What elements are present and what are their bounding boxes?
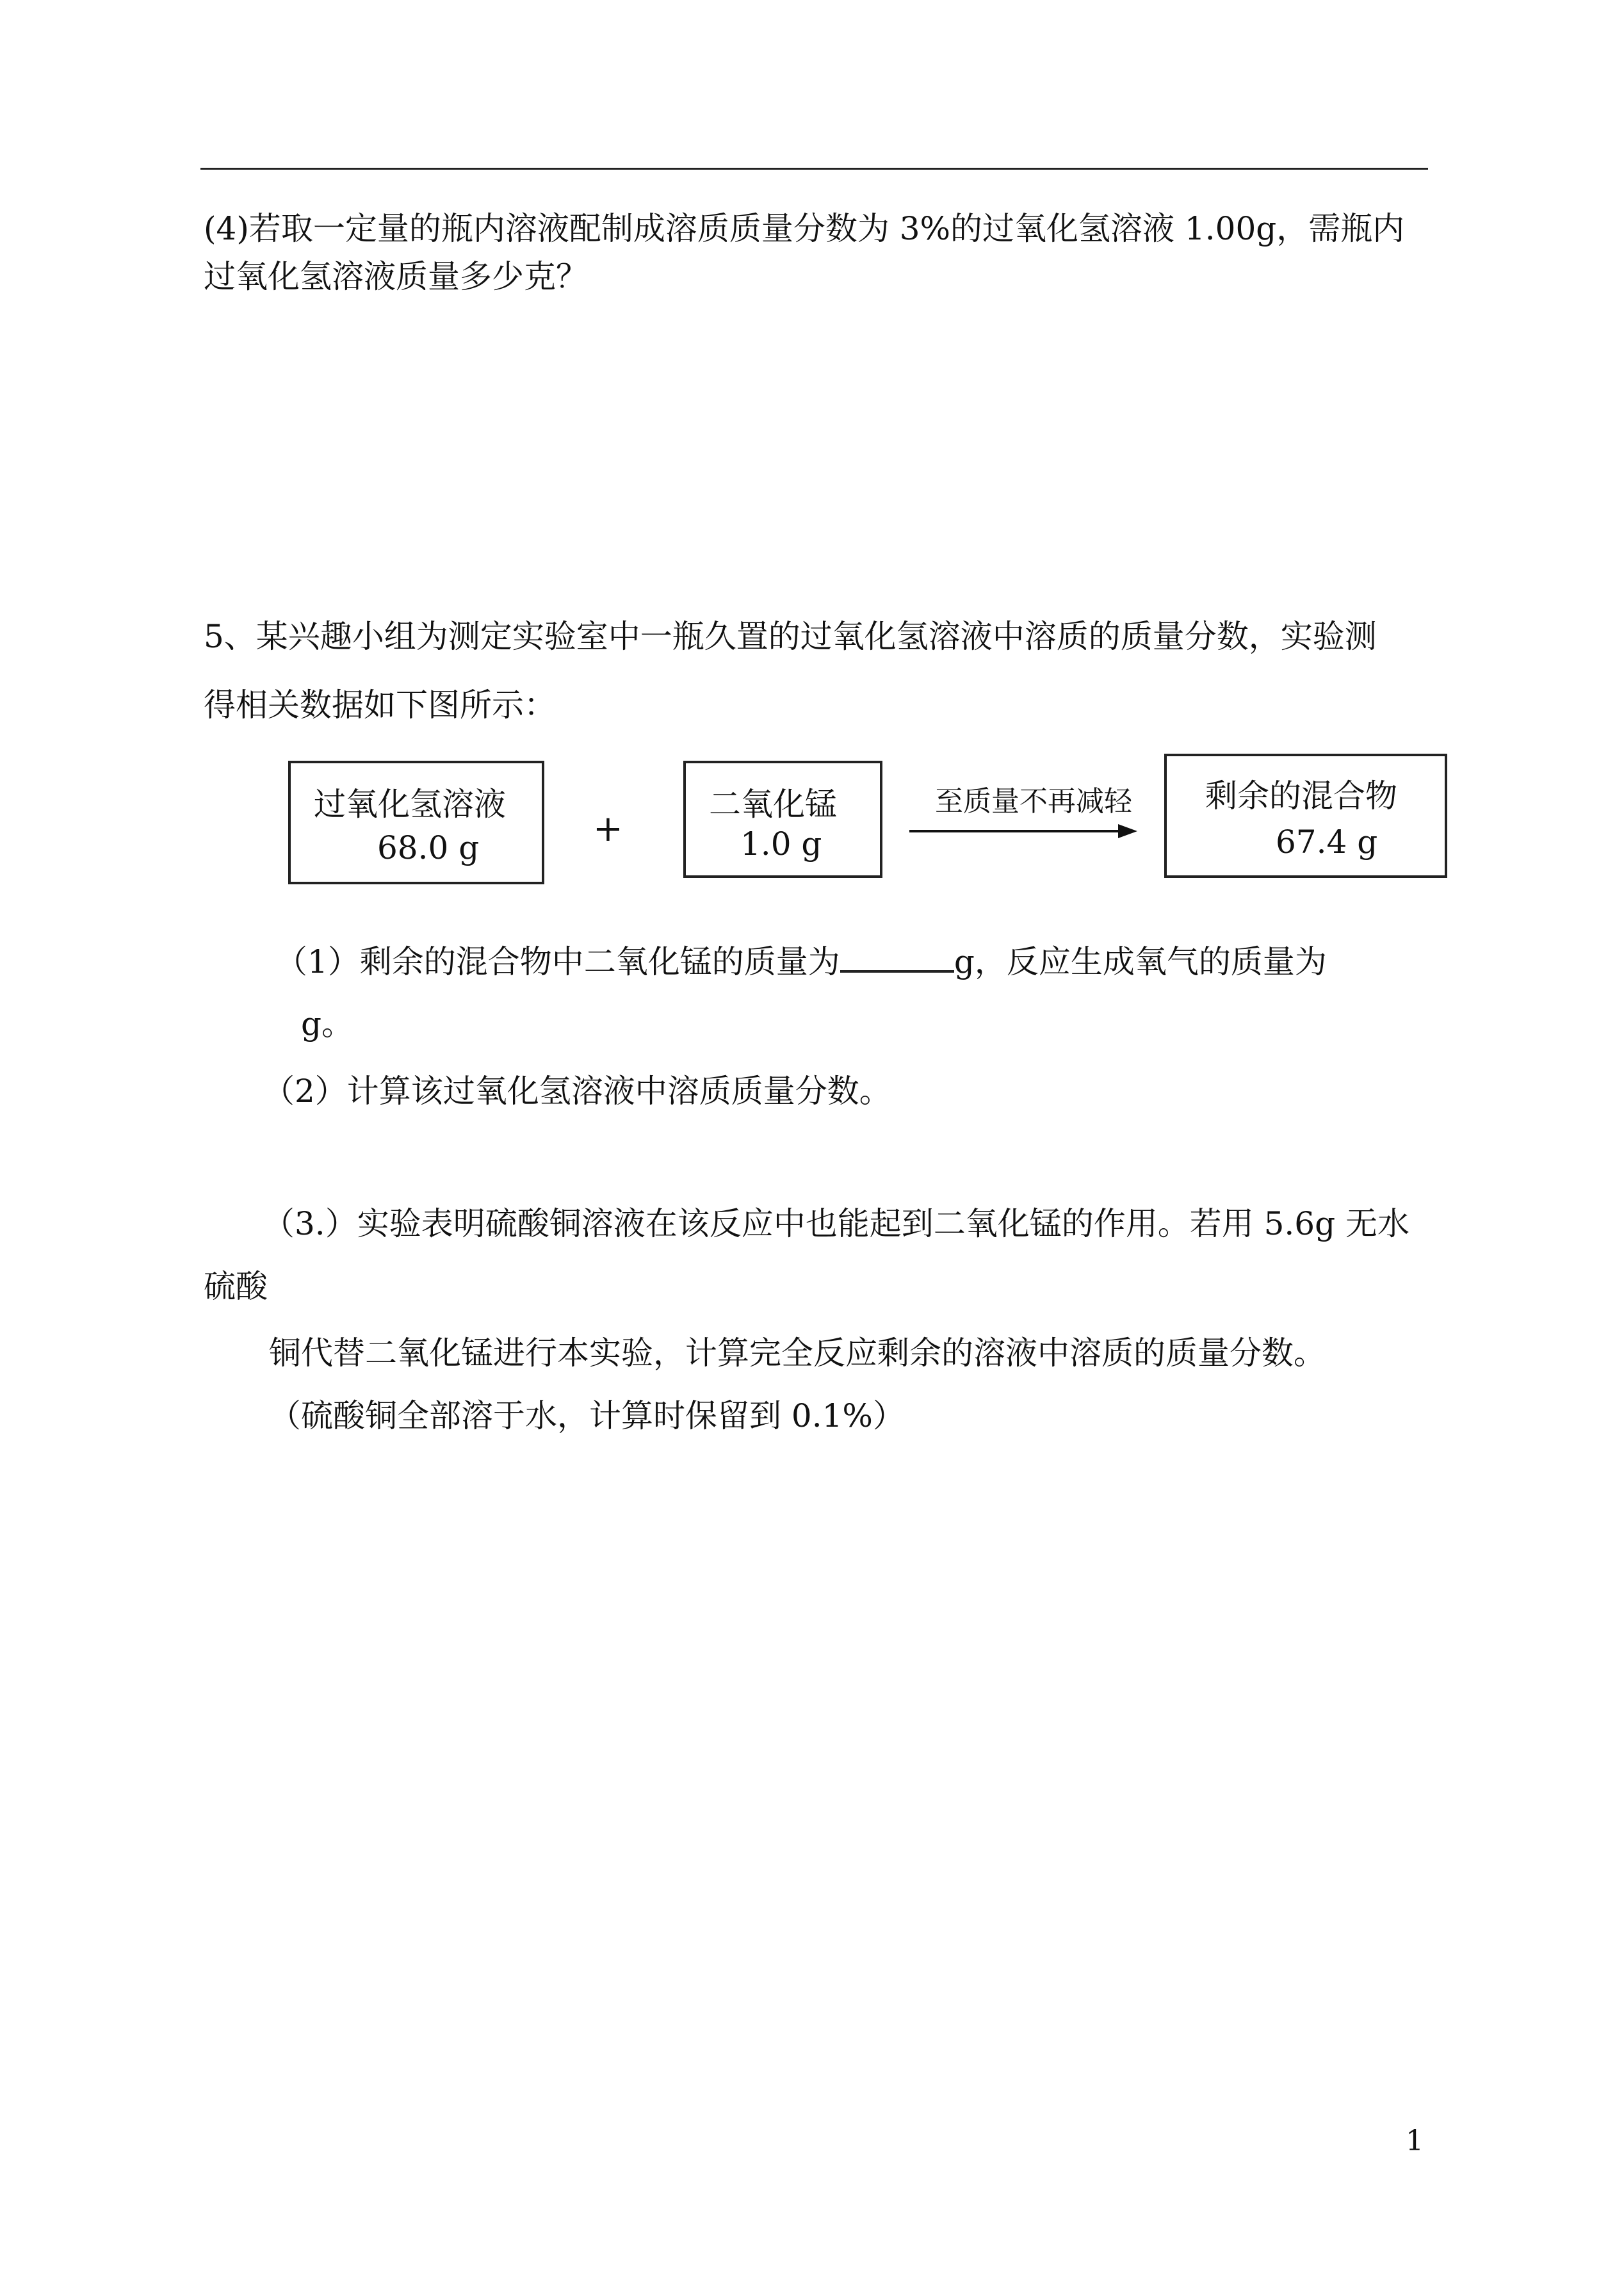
box-label: 剩余的混合物 (1205, 777, 1397, 815)
product-box-remaining-mixture (1164, 754, 1447, 878)
q5-part1-unit: g。 (301, 1005, 354, 1042)
box-label: 过氧化氢溶液 (314, 786, 506, 823)
q4-line2: 过氧化氢溶液质量多少克？ (204, 258, 588, 295)
plus-sign: + (593, 808, 623, 850)
reactant-box-manganese-dioxide (683, 761, 882, 878)
q5-part3-line3: 铜代替二氧化锰进行本实验，计算完全反应剩余的溶液中溶质的质量分数。 (269, 1334, 1326, 1372)
q5-line2: 得相关数据如下图所示： (204, 686, 556, 724)
arrow-label: 至质量不再减轻 (935, 785, 1132, 818)
box-value: 68.0 g (377, 829, 480, 866)
header-rule (200, 168, 1428, 170)
q5-part2: （2）计算该过氧化氢溶液中溶质质量分数。 (263, 1073, 891, 1110)
box-value: 1.0 g (740, 825, 822, 863)
q4-line1: (4)若取一定量的瓶内溶液配制成溶质质量分数为 3%的过氧化氢溶液 1.00g，需瓶内 (204, 210, 1405, 247)
reaction-arrow-icon (908, 822, 1139, 841)
q5-part3-line4: （硫酸铜全部溶于水，计算时保留到 0.1%） (269, 1397, 905, 1434)
page-number: 1 (1406, 2125, 1424, 2157)
reactant-box-hydrogen-peroxide (288, 761, 544, 884)
q5-part3-line2: 硫酸 (204, 1268, 268, 1305)
box-label: 二氧化锰 (709, 786, 837, 823)
q5-line1: 5、某兴趣小组为测定实验室中一瓶久置的过氧化氢溶液中溶质的质量分数，实验测 (204, 618, 1377, 655)
q5-part3-line1: （3.）实验表明硫酸铜溶液在该反应中也能起到二氧化锰的作用。若用 5.6g 无水 (263, 1205, 1410, 1242)
q5-part1: （1）剩余的混合物中二氧化锰的质量为 g，反应生成氧气的质量为 (275, 938, 1327, 982)
answer-blank-mno2-mass[interactable] (840, 938, 954, 973)
box-value: 67.4 g (1276, 823, 1378, 861)
